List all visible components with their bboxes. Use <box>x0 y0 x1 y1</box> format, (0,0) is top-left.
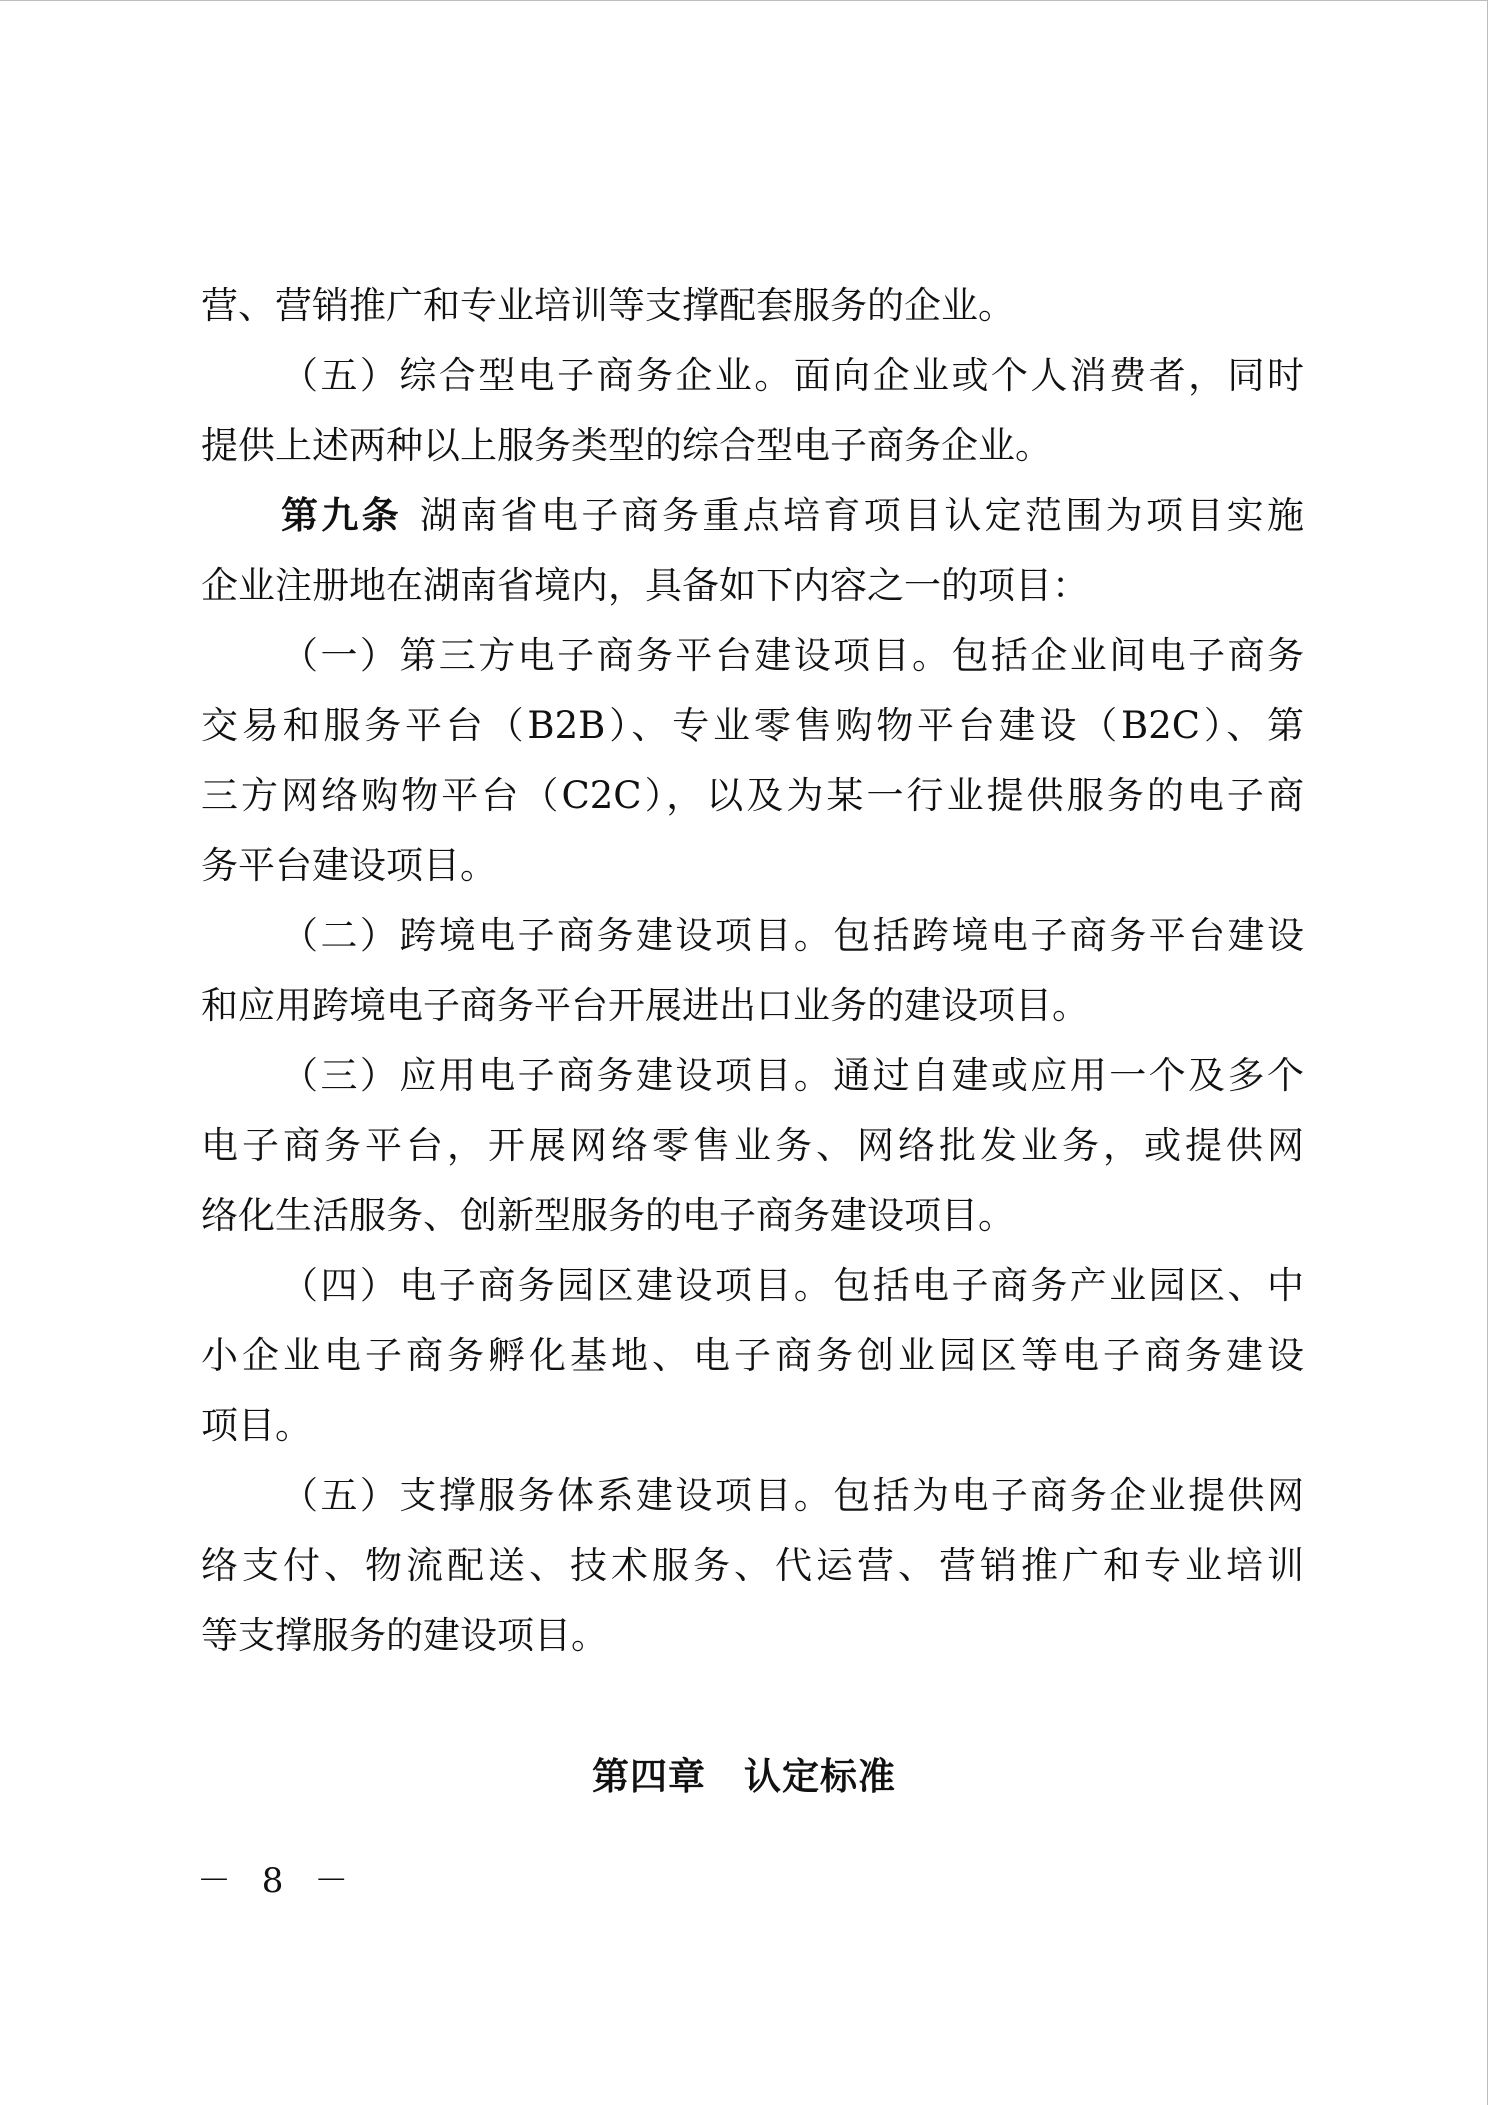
text-line <box>201 761 1304 831</box>
line-text: 湖南省电子商务重点培育项目认定范围为项目实施 <box>420 494 1304 537</box>
line-text: 等支撑服务的建设项目。 <box>201 1614 608 1657</box>
line-text: 络支付、物流配送、技术服务、代运营、营销推广和专业培训 <box>201 1544 1304 1587</box>
text-line <box>201 1321 1304 1391</box>
text-line <box>201 1531 1304 1601</box>
text-line <box>201 271 1304 341</box>
text-line <box>201 341 1304 411</box>
line-text: 小企业电子商务孵化基地、电子商务创业园区等电子商务建设 <box>201 1334 1304 1377</box>
chapter-title: 第四章 认定标准 <box>592 1755 896 1798</box>
text-line <box>201 971 1304 1041</box>
line-text: 络化生活服务、创新型服务的电子商务建设项目。 <box>201 1194 1015 1237</box>
text-line <box>201 691 1304 761</box>
text-line <box>201 481 1304 551</box>
page-number: － 8 － <box>197 1861 359 1901</box>
text-line <box>201 621 1304 691</box>
text-line <box>201 1251 1304 1321</box>
line-text: （二）跨境电子商务建设项目。包括跨境电子商务平台建设 <box>281 914 1304 957</box>
document-body <box>201 271 1304 1671</box>
line-text: 和应用跨境电子商务平台开展进出口业务的建设项目。 <box>201 984 1089 1027</box>
text-line <box>201 1391 1304 1461</box>
line-text: 电子商务平台，开展网络零售业务、网络批发业务，或提供网 <box>201 1124 1304 1167</box>
text-line <box>201 1601 1304 1671</box>
text-line <box>201 901 1304 971</box>
line-text: 营、营销推广和专业培训等支撑配套服务的企业。 <box>201 284 1015 327</box>
text-line <box>201 1041 1304 1111</box>
article-heading: 第九条 <box>281 494 402 537</box>
text-line <box>201 831 1304 901</box>
line-text: 交易和服务平台（B2B）、专业零售购物平台建设（B2C）、第 <box>201 704 1304 747</box>
line-text: 项目。 <box>201 1404 312 1447</box>
line-text: 提供上述两种以上服务类型的综合型电子商务企业。 <box>201 424 1052 467</box>
line-text: （三）应用电子商务建设项目。通过自建或应用一个及多个 <box>281 1054 1304 1097</box>
line-text: （四）电子商务园区建设项目。包括电子商务产业园区、中 <box>281 1264 1304 1307</box>
line-text: （一）第三方电子商务平台建设项目。包括企业间电子商务 <box>281 634 1304 677</box>
line-text: 企业注册地在湖南省境内，具备如下内容之一的项目： <box>201 564 1089 607</box>
text-line <box>201 411 1304 481</box>
text-line <box>201 1111 1304 1181</box>
line-text: （五）综合型电子商务企业。面向企业或个人消费者，同时 <box>281 354 1304 397</box>
text-line <box>201 1181 1304 1251</box>
text-line <box>201 551 1304 621</box>
line-text: （五）支撑服务体系建设项目。包括为电子商务企业提供网 <box>281 1474 1304 1517</box>
text-line <box>201 1461 1304 1531</box>
line-text: 务平台建设项目。 <box>201 844 497 887</box>
line-text: 三方网络购物平台（C2C），以及为某一行业提供服务的电子商 <box>201 774 1304 817</box>
